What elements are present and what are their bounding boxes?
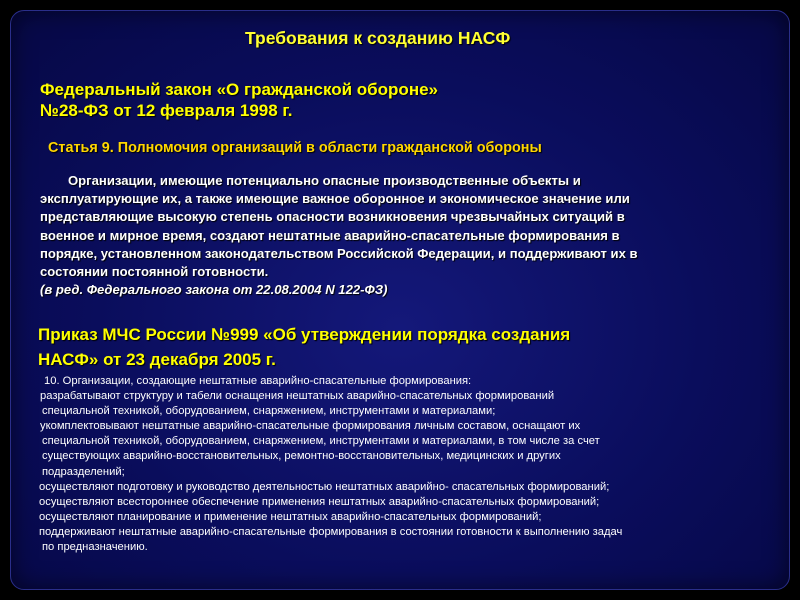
slide-title: Требования к созданию НАСФ [245, 28, 511, 48]
order-heading-line-2: НАСФ» от 23 декабря 2005 г. [38, 350, 276, 369]
order-paragraph-line: специальной техникой, оборудованием, снаряжением, инструментами и материалами, в том числе за счет [42, 435, 600, 448]
law-paragraph-line: эксплуатирующие их, а также имеющие важное оборонное и экономическое значение или [40, 191, 630, 207]
order-paragraph-line: осуществляют подготовку и руководство деятельностью нештатных аварийно- спасательных формирований; [39, 480, 610, 493]
order-paragraph-line: 10. Организации, создающие нештатные аварийно-спасательные формирования: [44, 375, 472, 387]
law-paragraph-line: состоянии постоянной готовности. [40, 264, 269, 280]
order-paragraph-line: осуществляют всестороннее обеспечение применения нештатных аварийно-спасательных формирований; [39, 495, 600, 508]
law-heading-line-2: №28-ФЗ от 12 февраля 1998 г. [40, 101, 293, 120]
order-paragraph-line: подразделений; [42, 465, 125, 478]
order-heading-line-1: Приказ МЧС России №999 «Об утверждении порядка создания [38, 325, 571, 344]
article-heading: Статья 9. Полномочия организаций в области гражданской обороны [48, 140, 542, 156]
law-paragraph-line: военное и мирное время, создают нештатные аварийно-спасательные формирования в [40, 227, 620, 243]
order-paragraph-line: разрабатывают структуру и табели оснащения нештатных аварийно-спасательных формирований [40, 390, 555, 403]
order-paragraph-line: поддерживают нештатные аварийно-спасательные формирования в состоянии готовности к выполнению задач [39, 525, 623, 538]
law-heading [40, 79, 438, 121]
law-paragraph-line: Организации, имеющие потенциально опасные производственные объекты и [68, 173, 581, 188]
law-paragraph [40, 172, 760, 299]
order-heading [38, 322, 570, 372]
order-paragraph [40, 374, 760, 555]
order-paragraph-line: осуществляют планирование и применение нештатных аварийно-спасательных формирований; [39, 510, 542, 523]
law-paragraph-line: порядке, установленном законодательством Российской Федерации, и поддерживают их в [40, 245, 638, 261]
order-paragraph-line: укомплектовывают нештатные аварийно-спасательные формирования личным составом, оснащают их [40, 420, 581, 433]
amendment-note: (в ред. Федерального закона от 22.08.2004 N 122-ФЗ) [40, 282, 388, 298]
order-paragraph-line: специальной техникой, оборудованием, снаряжением, инструментами и материалами; [42, 405, 496, 418]
law-paragraph-line: представляющие высокую степень опасности возникновения чрезвычайных ситуаций в [40, 209, 625, 225]
order-paragraph-line: по предназначению. [42, 541, 148, 554]
order-paragraph-line: существующих аварийно-восстановительных, ремонтно-восстановительных, медицинских и других [42, 450, 561, 463]
law-heading-line-1: Федеральный закон «О гражданской обороне» [40, 80, 438, 99]
